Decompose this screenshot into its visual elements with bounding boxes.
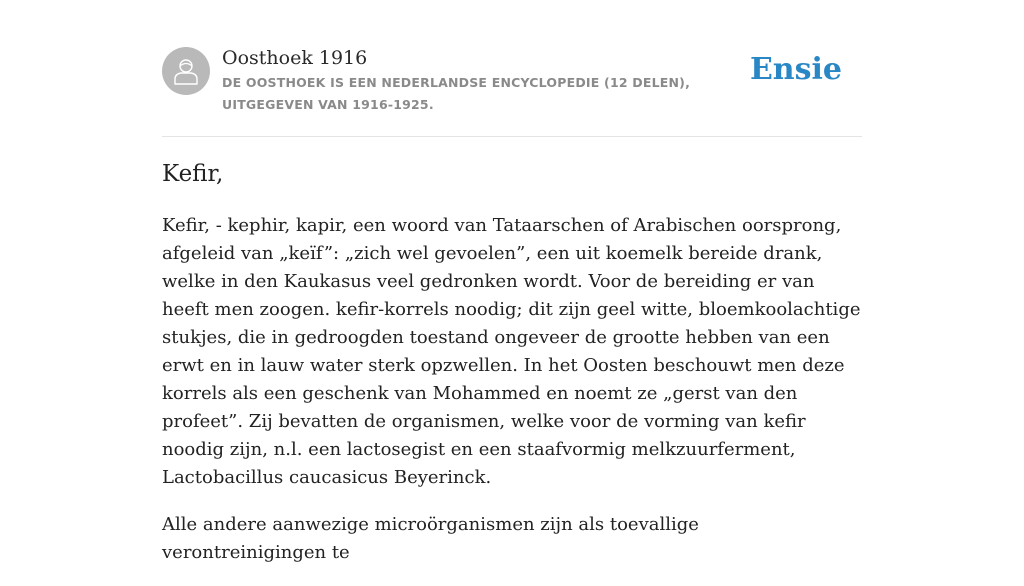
source-header [162, 46, 862, 137]
article-body [162, 212, 864, 586]
source-name[interactable]: Oosthoek 1916 [222, 47, 368, 69]
article-paragraph: Alle andere aanwezige microörganismen zijn als toevallige verontreinigingen te [162, 514, 699, 563]
source-avatar[interactable] [162, 47, 210, 95]
ensie-logo[interactable]: Ensie [749, 52, 842, 87]
source-description: DE OOSTHOEK IS EEN NEDERLANDSE ENCYCLOPEDIE (12 DELEN), UITGEGEVEN VAN 1916-1925. [222, 75, 691, 112]
user-icon [173, 57, 199, 85]
article-title: Kefir, [162, 161, 224, 187]
article-paragraph: Kefir, - kephir, kapir, een woord van Tataarschen of Arabischen oorsprong, afgeleid van „keïf”: „zich wel gevoelen”, een uit koemelk bereide drank, welke in den Kaukasus veel gedronken wordt. Voor de bereiding er van heeft men zoogen. kefir-korrels noodig; dit zijn geel witte, bloemkoolachtige stukjes, die in gedroogden toestand ongeveer de grootte hebben van een erwt en in lauw water sterk opzwellen. In het Oosten beschouwt men deze korrels als een geschenk van Mohammed en noemt ze „gerst van den profeet”. Zij bevatten de organismen, welke voor de vorming van kefir noodig zijn, n.l. een lactosegist en een staafvormig melkzuurferment, Lactobacillus caucasicus Beyerinck. [162, 215, 861, 488]
